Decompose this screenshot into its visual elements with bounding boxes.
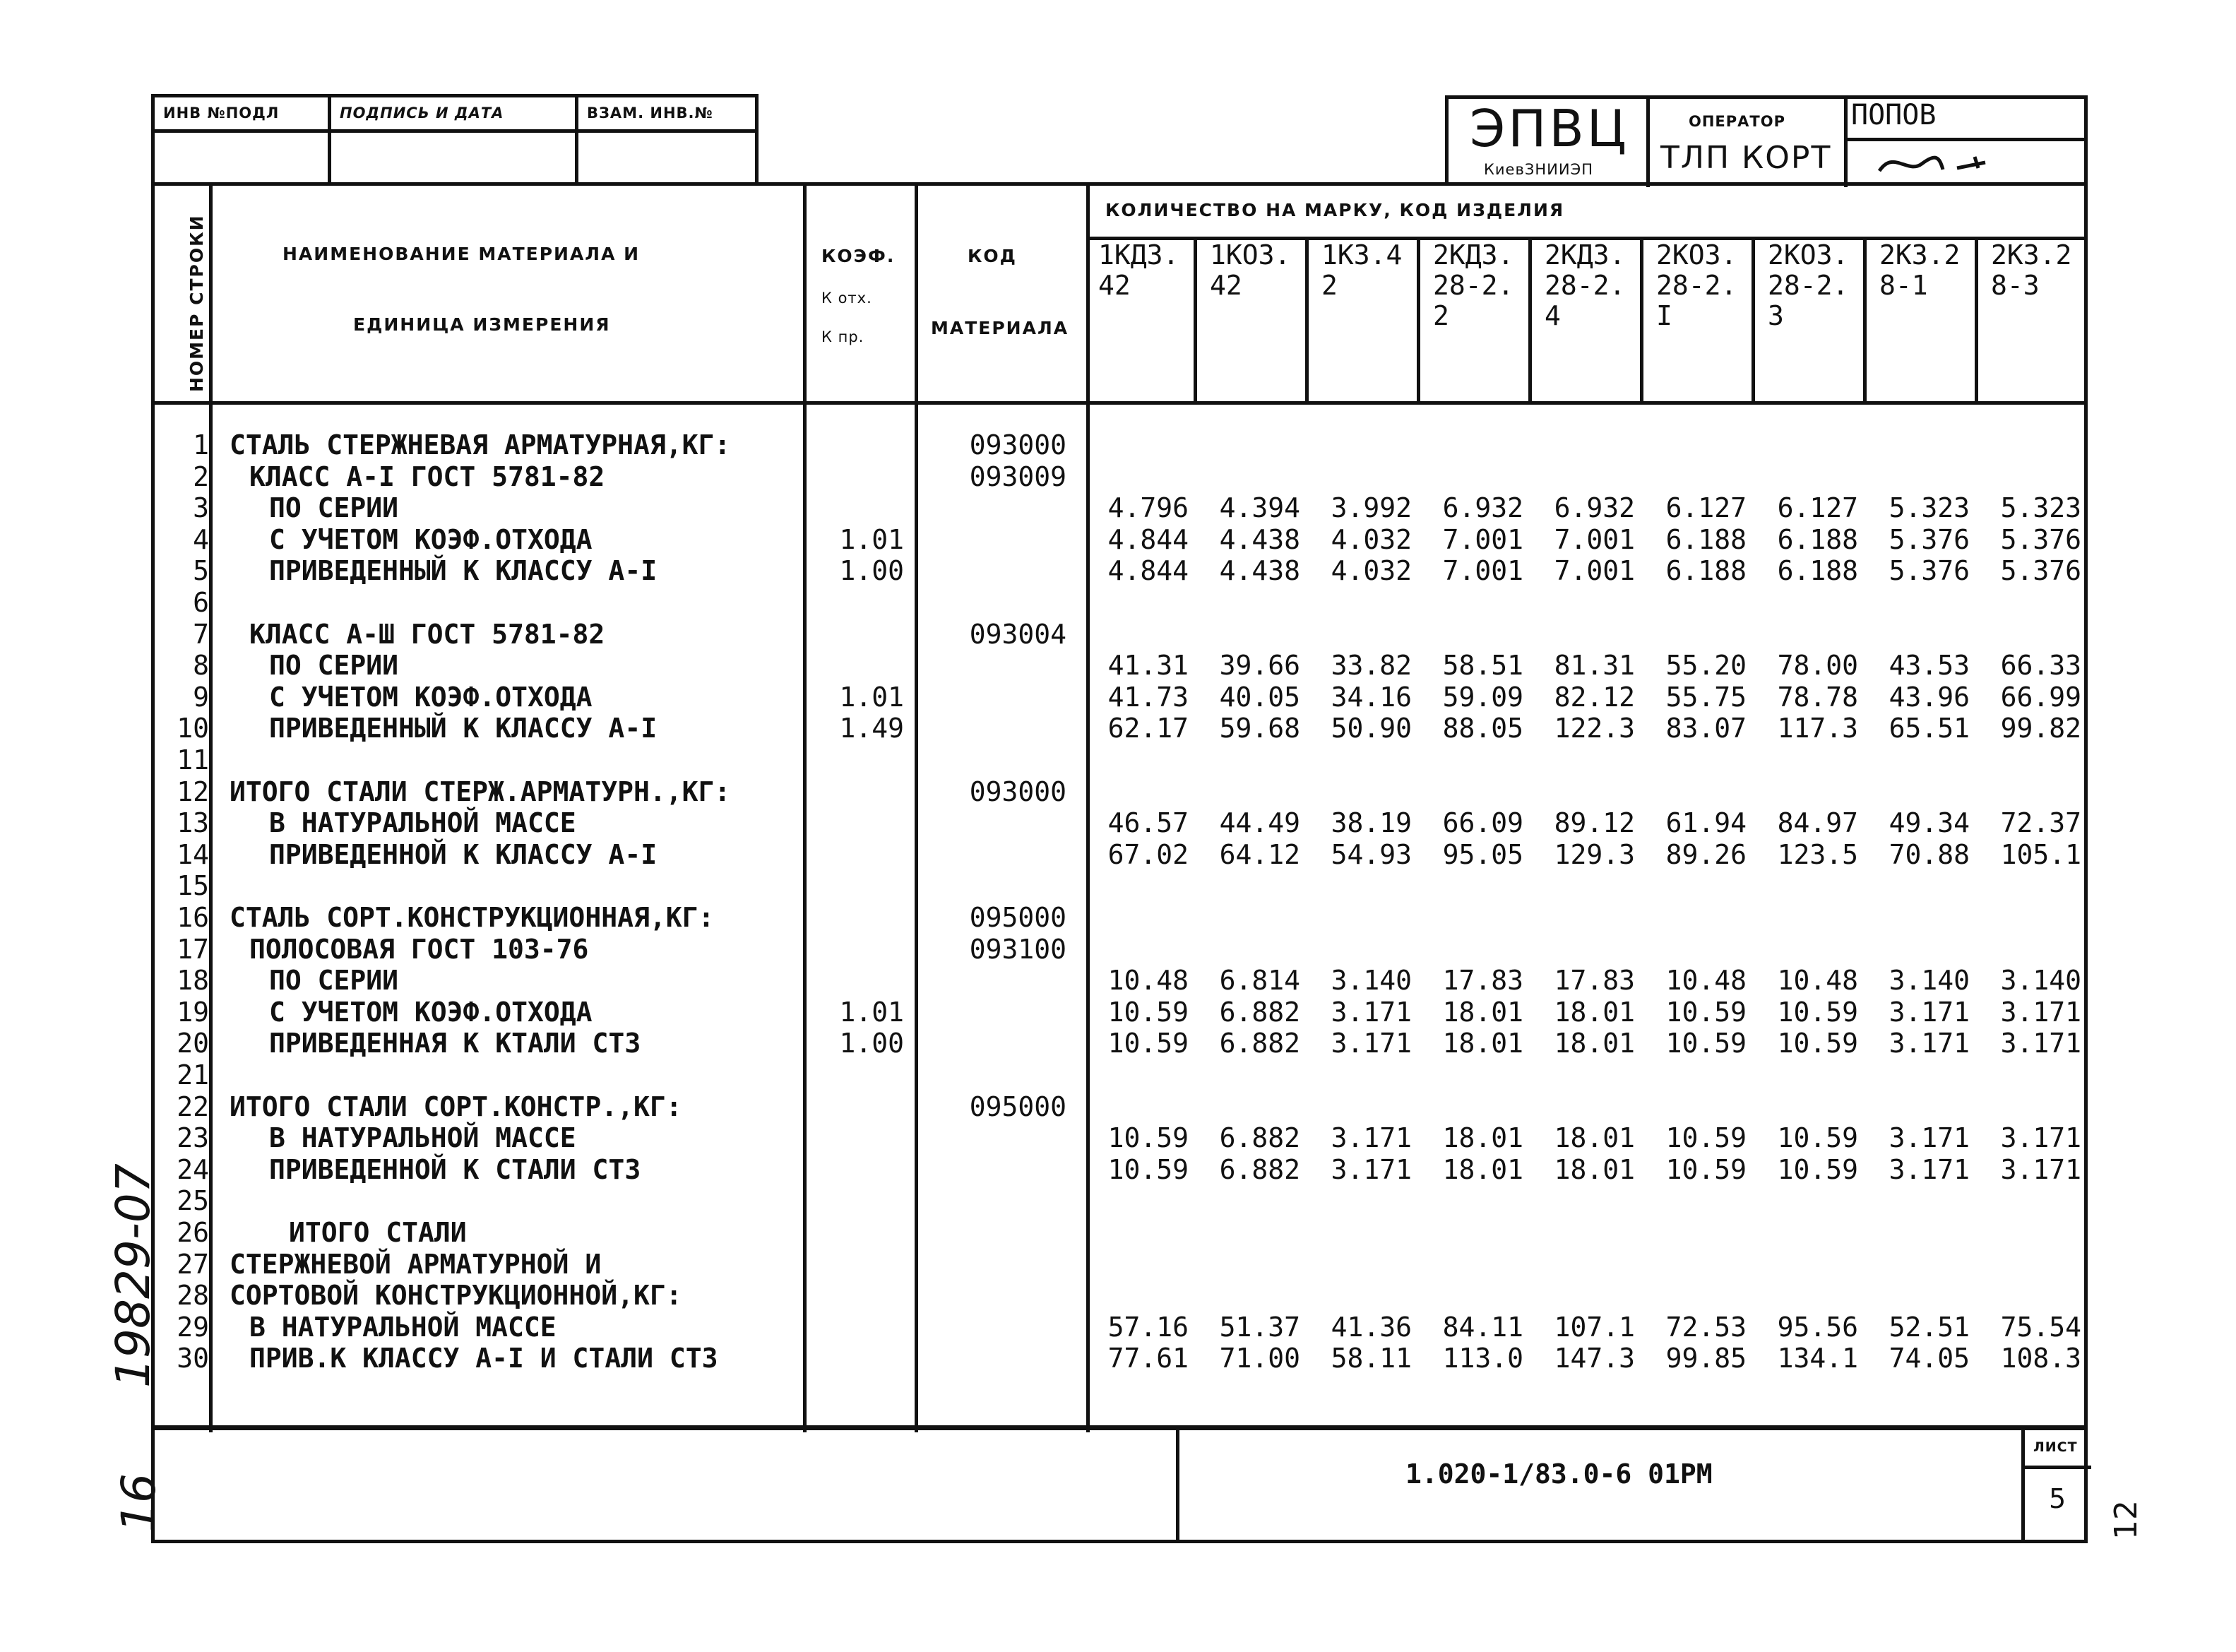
row-number: 8 [193,650,209,682]
sign-label: ПОДПИСЬ И ДАТА [340,105,504,121]
material-name: ПО СЕРИИ [269,650,399,682]
coef-value: 1.00 [839,555,904,587]
quantity-cell: 7.001 [1554,523,1635,555]
quantity-cell: 107.1 [1554,1311,1635,1343]
row-number: 26 [177,1217,209,1248]
quantity-cell: 4.394 [1219,492,1300,524]
material-name: В НАТУРАЛЬНОЙ МАССЕ [269,807,576,839]
quantity-cell: 3.171 [2000,1028,2081,1059]
approval-stamp [151,94,759,182]
quantity-cell: 6.188 [1665,555,1747,587]
material-name: ПРИВЕДЕННАЯ К КТАЛИ СТЗ [269,1028,641,1059]
material-name: КЛАСС А-I ГОСТ 5781-82 [249,460,605,492]
quantity-cell: 18.01 [1554,1153,1635,1185]
quantity-cell: 77.61 [1107,1343,1189,1374]
quantity-cell: 6.188 [1777,523,1858,555]
row-number: 18 [177,965,209,997]
quantity-cell: 6.882 [1219,1122,1300,1154]
material-name: СОРТОВОЙ КОНСТРУКЦИОННОЙ,КГ: [230,1280,682,1312]
quantity-cell: 3.140 [1331,965,1412,997]
quantity-cell: 4.796 [1107,492,1189,524]
header-qty-title: КОЛИЧЕСТВО НА МАРКУ, КОД ИЗДЕЛИЯ [1105,200,1565,220]
product-column-line: 2КДЗ. [1433,239,1514,271]
row-number: 29 [177,1311,209,1343]
quantity-cell: 70.88 [1889,838,1970,870]
product-column-7 [1768,240,1848,331]
row-number: 1 [193,429,209,460]
quantity-cell: 89.26 [1665,838,1747,870]
quantity-cell: 3.171 [2000,996,2081,1028]
quantity-cell: 4.438 [1219,523,1300,555]
inv-label: ИНВ №ПОДЛ [163,105,280,121]
quantity-cell: 5.376 [1889,523,1970,555]
quantity-cell: 10.59 [1777,1028,1858,1059]
product-column-line: 2КЗ.2 [1991,239,2072,271]
quantity-cell: 3.171 [2000,1153,2081,1185]
product-column-line: 28-2. [1656,270,1737,301]
quantity-cell: 58.51 [1442,650,1523,682]
quantity-cell: 7.001 [1442,555,1523,587]
quantity-cell: 82.12 [1554,681,1635,713]
quantity-cell: 6.882 [1219,996,1300,1028]
quantity-cell: 4.844 [1107,523,1189,555]
quantity-cell: 129.3 [1554,838,1635,870]
quantity-cell: 6.814 [1219,965,1300,997]
header-coef-line3: К пр. [821,328,864,345]
row-number: 14 [177,838,209,870]
quantity-cell: 6.932 [1442,492,1523,524]
quantity-cell: 3.171 [1331,1028,1412,1059]
quantity-cell: 95.56 [1777,1311,1858,1343]
sheet-label: ЛИСТ [2033,1439,2078,1455]
quantity-cell: 99.85 [1665,1343,1747,1374]
material-name: С УЧЕТОМ КОЭФ.ОТХОДА [269,996,593,1028]
row-number: 2 [193,460,209,492]
quantity-cell: 46.57 [1107,807,1189,839]
quantity-cell: 18.01 [1554,1028,1635,1059]
quantity-cell: 51.37 [1219,1311,1300,1343]
quantity-cell: 59.09 [1442,681,1523,713]
product-column-line: 3 [1768,300,1784,331]
quantity-cell: 108.3 [2000,1343,2081,1374]
quantity-cell: 10.59 [1777,1122,1858,1154]
material-code: 093004 [969,618,1066,650]
row-number: 3 [193,492,209,524]
product-column-line: 1КОЗ. [1210,239,1291,271]
header-name-line2: ЕДИНИЦА ИЗМЕРЕНИЯ [353,314,611,335]
quantity-cell: 61.94 [1665,807,1747,839]
quantity-cell: 4.844 [1107,555,1189,587]
row-number: 6 [193,587,209,618]
quantity-cell: 18.01 [1442,1122,1523,1154]
product-column-3 [1321,240,1402,301]
quantity-cell: 147.3 [1554,1343,1635,1374]
material-code: 093000 [969,776,1066,807]
quantity-cell: 3.171 [1331,1122,1412,1154]
quantity-cell: 18.01 [1442,1028,1523,1059]
quantity-cell: 7.001 [1442,523,1523,555]
quantity-cell: 6.882 [1219,1028,1300,1059]
product-column-line: 42 [1098,270,1131,301]
quantity-cell: 6.127 [1777,492,1858,524]
quantity-cell: 41.73 [1107,681,1189,713]
quantity-cell: 72.37 [2000,807,2081,839]
quantity-cell: 58.11 [1331,1343,1412,1374]
row-number: 21 [177,1059,209,1091]
coef-value: 1.01 [839,996,904,1028]
sheet-number: 5 [2049,1483,2066,1514]
quantity-cell: 3.171 [1889,996,1970,1028]
quantity-cell: 66.09 [1442,807,1523,839]
row-number: 23 [177,1122,209,1154]
quantity-cell: 10.59 [1777,996,1858,1028]
quantity-cell: 17.83 [1442,965,1523,997]
product-column-line: I [1656,300,1672,331]
quantity-cell: 34.16 [1331,681,1412,713]
quantity-cell: 62.17 [1107,713,1189,744]
quantity-cell: 81.31 [1554,650,1635,682]
product-column-line: 2КОЗ. [1768,239,1849,271]
quantity-cell: 44.49 [1219,807,1300,839]
row-number: 15 [177,870,209,902]
divider-name [803,182,807,1432]
divider-coef [915,182,918,1432]
quantity-cell: 10.59 [1665,1122,1747,1154]
header-name-line1: НАИМЕНОВАНИЕ МАТЕРИАЛА И [283,244,641,264]
quantity-cell: 99.82 [2000,713,2081,744]
row-number: 4 [193,523,209,555]
quantity-cell: 59.68 [1219,713,1300,744]
quantity-cell: 64.12 [1219,838,1300,870]
header-row-number: НОМЕР СТРОКИ [186,214,207,392]
org-sub: КиевЗНИИЭП [1484,161,1593,178]
header-bottom-line [151,401,2088,405]
quantity-cell: 66.99 [2000,681,2081,713]
quantity-cell: 10.59 [1665,996,1747,1028]
quantity-cell: 74.05 [1889,1343,1970,1374]
quantity-cell: 10.48 [1665,965,1747,997]
product-column-line: 2КДЗ. [1545,239,1626,271]
operator-name: ПОПОВ [1851,99,1937,131]
quantity-cell: 57.16 [1107,1311,1189,1343]
row-number: 24 [177,1153,209,1185]
quantity-cell: 10.59 [1107,1153,1189,1185]
quantity-cell: 55.20 [1665,650,1747,682]
product-column-4 [1433,240,1514,331]
quantity-cell: 3.171 [2000,1122,2081,1154]
quantity-cell: 18.01 [1442,1153,1523,1185]
title-block [1445,95,2088,184]
quantity-cell: 84.97 [1777,807,1858,839]
quantity-cell: 54.93 [1331,838,1412,870]
quantity-cell: 123.5 [1777,838,1858,870]
material-code: 095000 [969,1091,1066,1122]
header-coef-line2: К отх. [821,290,872,307]
quantity-cell: 50.90 [1331,713,1412,744]
material-code: 093000 [969,429,1066,460]
quantity-cell: 41.36 [1331,1311,1412,1343]
product-column-8 [1879,240,1960,301]
row-number: 22 [177,1091,209,1122]
quantity-cell: 3.140 [1889,965,1970,997]
material-name: ПО СЕРИИ [269,965,399,997]
quantity-cell: 43.96 [1889,681,1970,713]
quantity-cell: 10.59 [1107,1122,1189,1154]
quantity-cell: 3.992 [1331,492,1412,524]
quantity-cell: 18.01 [1554,996,1635,1028]
quantity-cell: 67.02 [1107,838,1189,870]
row-number: 11 [177,744,209,776]
product-column-line: 1КЗ.4 [1321,239,1403,271]
quantity-cell: 6.932 [1554,492,1635,524]
row-number: 7 [193,618,209,650]
quantity-cell: 10.59 [1777,1153,1858,1185]
product-column-line: 8-3 [1991,270,2040,301]
row-number: 5 [193,555,209,587]
row-number: 17 [177,933,209,965]
quantity-cell: 3.171 [1889,1153,1970,1185]
quantity-cell: 3.171 [1331,1153,1412,1185]
quantity-cell: 113.0 [1442,1343,1523,1374]
coef-value: 1.01 [839,523,904,555]
row-number: 13 [177,807,209,839]
product-column-1 [1098,240,1179,301]
header-code-line2: МАТЕРИАЛА [931,318,1069,338]
quantity-cell: 6.188 [1665,523,1747,555]
coef-value: 1.00 [839,1028,904,1059]
footer-block [151,1427,2088,1543]
edge-mark: 12 [2108,1500,2144,1540]
quantity-cell: 134.1 [1777,1343,1858,1374]
quantity-cell: 6.127 [1665,492,1747,524]
quantity-cell: 17.83 [1554,965,1635,997]
quantity-cell: 6.188 [1777,555,1858,587]
material-code: 093100 [969,933,1066,965]
quantity-cell: 7.001 [1554,555,1635,587]
product-column-2 [1210,240,1290,301]
quantity-cell: 88.05 [1442,713,1523,744]
material-code: 095000 [969,902,1066,933]
quantity-cell: 10.48 [1107,965,1189,997]
quantity-cell: 49.34 [1889,807,1970,839]
quantity-cell: 5.323 [1889,492,1970,524]
row-number: 19 [177,996,209,1028]
quantity-cell: 5.376 [2000,523,2081,555]
doc-code: 1.020-1/83.0-6 01РМ [1405,1458,1713,1490]
material-name: ПРИВЕДЕННЫЙ К КЛАССУ А-I [269,713,658,744]
row-number: 20 [177,1028,209,1059]
quantity-cell: 66.33 [2000,650,2081,682]
material-name: ИТОГО СТАЛИ СТЕРЖ.АРМАТУРН.,КГ: [230,776,731,807]
quantity-cell: 10.59 [1107,996,1189,1028]
quantity-cell: 105.1 [2000,838,2081,870]
coef-value: 1.49 [839,713,904,744]
quantity-cell: 43.53 [1889,650,1970,682]
material-name: С УЧЕТОМ КОЭФ.ОТХОДА [269,681,593,713]
quantity-cell: 84.11 [1442,1311,1523,1343]
quantity-cell: 10.59 [1107,1028,1189,1059]
material-name: ИТОГО СТАЛИ [289,1217,467,1248]
product-column-5 [1545,240,1625,331]
margin-page-16: 16 [112,1473,166,1533]
row-number: 27 [177,1248,209,1280]
product-column-line: 4 [1545,300,1561,331]
material-name: С УЧЕТОМ КОЭФ.ОТХОДА [269,523,593,555]
product-column-line: 8-1 [1879,270,1928,301]
quantity-cell: 5.323 [2000,492,2081,524]
product-column-line: 28-2. [1433,270,1514,301]
row-number: 12 [177,776,209,807]
archive-number: 19829-07 [106,1163,160,1388]
quantity-cell: 4.032 [1331,555,1412,587]
quantity-cell: 95.05 [1442,838,1523,870]
quantity-cell: 33.82 [1331,650,1412,682]
quantity-cell: 117.3 [1777,713,1858,744]
quantity-cell: 4.032 [1331,523,1412,555]
material-code: 093009 [969,460,1066,492]
quantity-cell: 55.75 [1665,681,1747,713]
quantity-cell: 39.66 [1219,650,1300,682]
quantity-cell: 38.19 [1331,807,1412,839]
product-column-9 [1991,240,2071,301]
material-name: СТАЛЬ СОРТ.КОНСТРУКЦИОННАЯ,КГ: [230,902,715,933]
quantity-cell: 3.171 [1889,1122,1970,1154]
quantity-cell: 10.59 [1665,1153,1747,1185]
quantity-cell: 18.01 [1442,996,1523,1028]
quantity-cell: 10.59 [1665,1028,1747,1059]
product-column-line: 42 [1210,270,1242,301]
operator-label: ОПЕРАТОР [1689,113,1785,130]
quantity-cell: 3.140 [2000,965,2081,997]
quantity-cell: 4.438 [1219,555,1300,587]
quantity-cell: 6.882 [1219,1153,1300,1185]
quantity-cell: 71.00 [1219,1343,1300,1374]
material-name: ПО СЕРИИ [269,492,399,524]
quantity-cell: 72.53 [1665,1311,1747,1343]
divider-rownum [209,182,213,1432]
product-column-line: 28-2. [1545,270,1626,301]
operator-signature [1872,143,1999,182]
material-name: СТЕРЖНЕВОЙ АРМАТУРНОЙ И [230,1248,602,1280]
quantity-cell: 18.01 [1554,1122,1635,1154]
material-name: В НАТУРАЛЬНОЙ МАССЕ [269,1122,576,1154]
row-number: 28 [177,1280,209,1312]
quantity-cell: 40.05 [1219,681,1300,713]
product-column-line: 2 [1433,300,1449,331]
product-column-line: 2КЗ.2 [1879,239,1961,271]
product-column-line: 2 [1321,270,1338,301]
coef-value: 1.01 [839,681,904,713]
header-coef-line1: КОЭФ. [821,246,896,266]
row-number: 9 [193,681,209,713]
product-column-line: 1КДЗ. [1098,239,1179,271]
org-name: ЭПВЦ [1470,99,1629,158]
quantity-cell: 5.376 [2000,555,2081,587]
quantity-cell: 5.376 [1889,555,1970,587]
material-name: ИТОГО СТАЛИ СОРТ.КОНСТР.,КГ: [230,1091,682,1122]
material-name: ПРИВЕДЕННЫЙ К КЛАССУ А-I [269,555,658,587]
material-name: В НАТУРАЛЬНОЙ МАССЕ [249,1311,557,1343]
row-number: 25 [177,1185,209,1217]
quantity-cell: 65.51 [1889,713,1970,744]
product-column-line: 28-2. [1768,270,1849,301]
quantity-cell: 122.3 [1554,713,1635,744]
replace-label: ВЗАМ. ИНВ.№ [587,105,713,121]
material-name: ПОЛОСОВАЯ ГОСТ 103-76 [249,933,589,965]
quantity-cell: 3.171 [1331,996,1412,1028]
quantity-cell: 52.51 [1889,1311,1970,1343]
quantity-cell: 3.171 [1889,1028,1970,1059]
material-name: ПРИВЕДЕННОЙ К СТАЛИ СТЗ [269,1153,641,1185]
material-name: ПРИВЕДЕННОЙ К КЛАССУ А-I [269,838,658,870]
quantity-cell: 10.48 [1777,965,1858,997]
quantity-cell: 83.07 [1665,713,1747,744]
sheet-box [2021,1427,2088,1543]
material-name: КЛАСС А-Ш ГОСТ 5781-82 [249,618,605,650]
product-column-line: 2КОЗ. [1656,239,1737,271]
material-name: ПРИВ.К КЛАССУ А-I И СТАЛИ СТЗ [249,1343,718,1374]
row-number: 10 [177,713,209,744]
quantity-cell: 75.54 [2000,1311,2081,1343]
quantity-cell: 41.31 [1107,650,1189,682]
row-number: 16 [177,902,209,933]
quantity-cell: 78.00 [1777,650,1858,682]
quantity-cell: 89.12 [1554,807,1635,839]
operator-dept: ТЛП КОРТ [1660,140,1832,176]
quantity-cell: 78.78 [1777,681,1858,713]
header-code-line1: КОД [968,246,1017,266]
material-name: СТАЛЬ СТЕРЖНЕВАЯ АРМАТУРНАЯ,КГ: [230,429,731,460]
row-number: 30 [177,1343,209,1374]
product-column-6 [1656,240,1737,331]
